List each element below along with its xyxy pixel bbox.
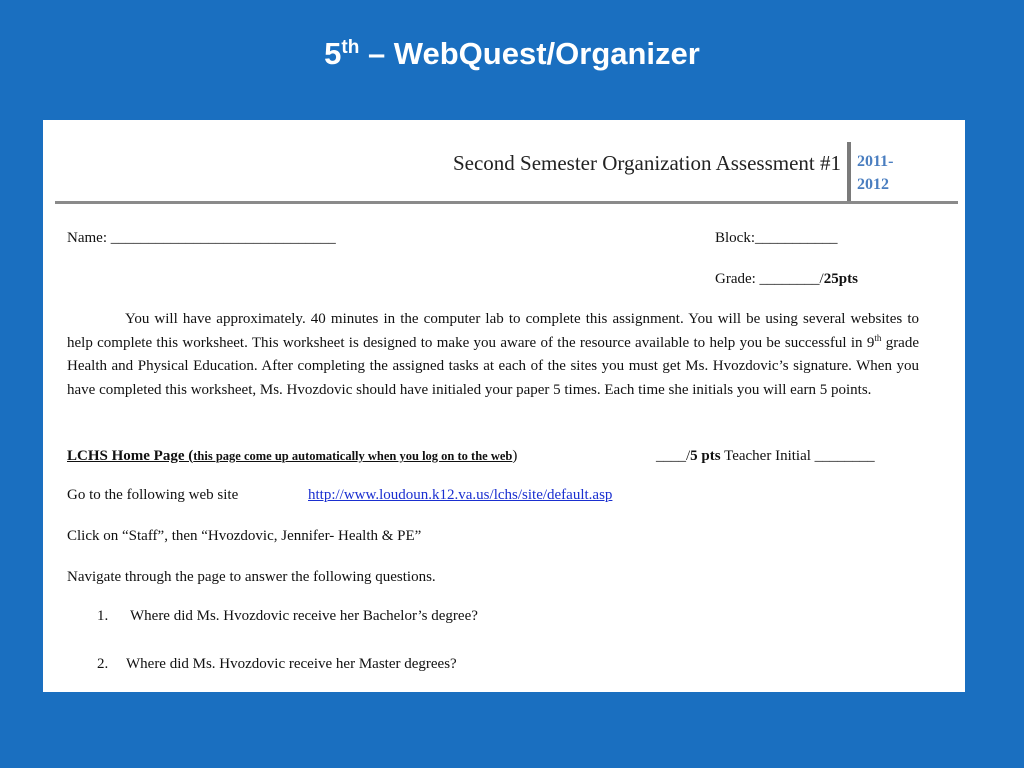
school-year-line2: 2012 [857,176,889,193]
header-rule [55,201,958,204]
slide-title-ordinal: th [341,37,360,58]
intro-part1: You will have approximately. 40 minutes in the computer lab to complete this assignment. You will be using several websites to help complete this worksheet. This worksheet is designed to make you aware of the resource available to help you be successful in 9 [67,311,919,351]
section-points-value: 5 pts [690,448,721,464]
goto-label: Go to the following web site [67,487,239,503]
grade-blank: Grade: ________/ [715,271,824,287]
navigate-instruction: Navigate through the page to answer the following questions. [67,569,436,585]
intro-sup: th [874,332,882,343]
intro-part2: grade Health and Physical Education. After completing the assigned tasks at each of the sites you must get Ms. Hvozdovic’s signature. When you have completed this worksheet, Ms. Hvozdovic should have initialed your paper 5 times. Each time she initials you will earn 5 points. [67,334,920,398]
name-field: Name: ______________________________ [67,230,336,246]
worksheet-image [43,120,965,692]
grade-field [715,269,858,289]
slide-title [0,34,1024,74]
question-number: 1. [97,608,109,624]
slide-title-text: – WebQuest/Organizer [359,36,700,71]
school-year [857,150,927,196]
section-points: ____/5 pts Teacher Initial ________ [656,448,875,464]
block-field: Block:___________ [715,230,838,246]
slide-title-number: 5 [324,36,342,71]
grade-points: 25pts [823,271,858,287]
question-text: Where did Ms. Hvozdovic receive her Master degrees? [126,656,457,672]
school-url-link[interactable]: http://www.loudoun.k12.va.us/lchs/site/default.asp [308,487,613,503]
worksheet-title: Second Semester Organization Assessment #1 [452,151,841,175]
click-instruction: Click on “Staff”, then “Hvozdovic, Jennifer- Health & PE” [67,528,422,544]
header-divider [847,142,851,202]
section-heading: LCHS Home Page (this page come up automatically when you log on to the web) [67,448,518,464]
section-title: LCHS Home Page [67,448,185,464]
teacher-initial: Teacher Initial ________ [720,448,875,464]
intro-paragraph [67,308,919,402]
question-number: 2. [97,656,109,672]
section-note: this page come up automatically when you log on to the web [193,449,513,463]
question-text: Where did Ms. Hvozdovic receive her Bachelor’s degree? [130,608,478,624]
school-year-line1: 2011- [857,153,894,170]
